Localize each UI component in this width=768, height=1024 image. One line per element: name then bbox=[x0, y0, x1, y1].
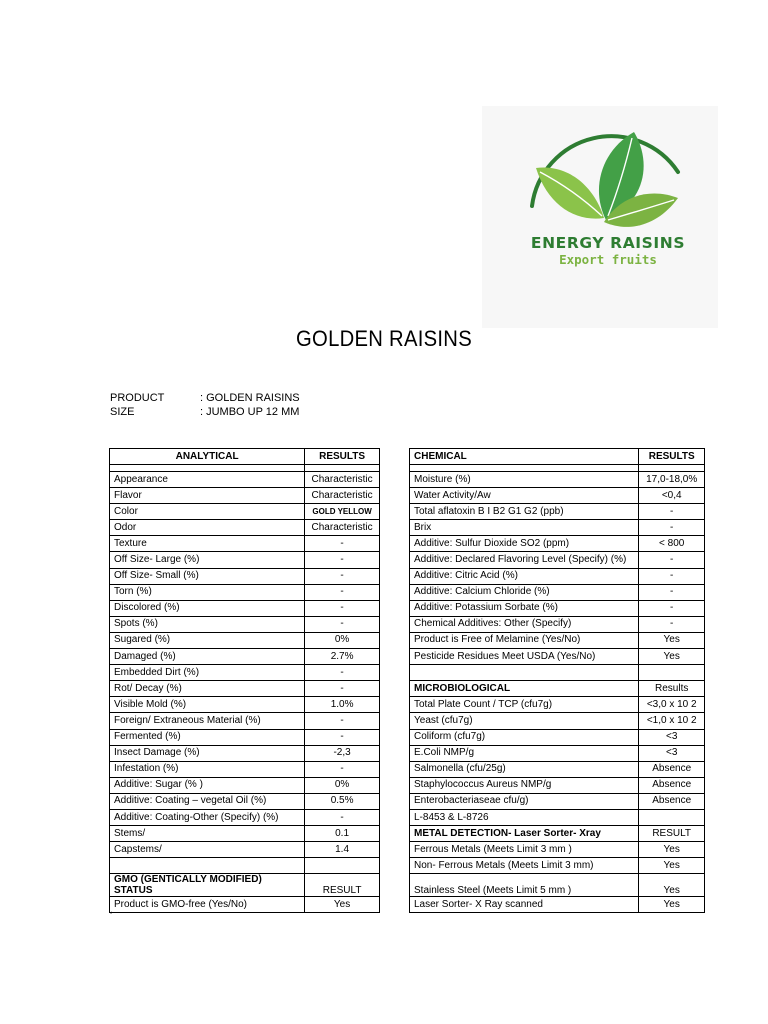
row-result: - bbox=[305, 600, 380, 616]
table-row bbox=[410, 600, 705, 616]
row-result: Yes bbox=[639, 649, 705, 665]
row-result: 0.5% bbox=[305, 793, 380, 809]
table-row bbox=[410, 897, 705, 913]
row-label: Sugared (%) bbox=[110, 632, 305, 648]
metal-header-row bbox=[410, 826, 705, 842]
table-row bbox=[410, 472, 705, 488]
row-label: Water Activity/Aw bbox=[410, 488, 639, 504]
row-label: Damaged (%) bbox=[110, 649, 305, 665]
logo bbox=[482, 106, 718, 328]
row-label: Additive: Calcium Chloride (%) bbox=[410, 584, 639, 600]
row-result: RESULTS bbox=[639, 449, 705, 465]
row-result: 0.1 bbox=[305, 826, 380, 842]
row-result: <1,0 x 10 2 bbox=[639, 713, 705, 729]
table-row bbox=[410, 793, 705, 809]
row-label bbox=[410, 665, 639, 681]
row-result: - bbox=[639, 600, 705, 616]
table-row bbox=[110, 729, 380, 745]
row-label: MICROBIOLOGICAL bbox=[410, 681, 639, 697]
table-row bbox=[110, 649, 380, 665]
row-label: Visible Mold (%) bbox=[110, 697, 305, 713]
table-row bbox=[110, 472, 380, 488]
row-result bbox=[639, 665, 705, 681]
table-row bbox=[410, 842, 705, 858]
row-label: Stems/ bbox=[110, 826, 305, 842]
row-label: Odor bbox=[110, 520, 305, 536]
table-row bbox=[410, 552, 705, 568]
row-label: Brix bbox=[410, 520, 639, 536]
table-row bbox=[110, 809, 380, 825]
row-label: METAL DETECTION- Laser Sorter- Xray bbox=[410, 826, 639, 842]
row-label: Total aflatoxin B I B2 G1 G2 (ppb) bbox=[410, 504, 639, 520]
gmo-header-line1: GMO (GENTICALLY MODIFIED) bbox=[114, 874, 262, 886]
row-label: Product is GMO-free (Yes/No) bbox=[110, 897, 305, 913]
row-label: Pesticide Residues Meet USDA (Yes/No) bbox=[410, 649, 639, 665]
row-result: Yes bbox=[639, 842, 705, 858]
row-label: Ferrous Metals (Meets Limit 3 mm ) bbox=[410, 842, 639, 858]
row-label: Enterobacteriaseae cfu/g) bbox=[410, 793, 639, 809]
row-result: 2.7% bbox=[305, 649, 380, 665]
row-label: Off Size- Small (%) bbox=[110, 568, 305, 584]
row-result: -2,3 bbox=[305, 745, 380, 761]
row-label: Discolored (%) bbox=[110, 600, 305, 616]
leaf-logo-icon bbox=[482, 106, 718, 328]
row-result: <3 bbox=[639, 745, 705, 761]
row-result: - bbox=[305, 729, 380, 745]
table-row bbox=[110, 697, 380, 713]
table-row bbox=[110, 632, 380, 648]
chemical-table bbox=[409, 448, 705, 913]
row-label: Spots (%) bbox=[110, 616, 305, 632]
row-result: RESULT bbox=[639, 826, 705, 842]
row-label: Coliform (cfu7g) bbox=[410, 729, 639, 745]
row-result: <3 bbox=[639, 729, 705, 745]
table-row bbox=[410, 745, 705, 761]
row-result: - bbox=[305, 584, 380, 600]
row-label: Foreign/ Extraneous Material (%) bbox=[110, 713, 305, 729]
table-header bbox=[110, 449, 380, 465]
row-result bbox=[305, 465, 380, 472]
table-row bbox=[410, 488, 705, 504]
row-label: Additive: Coating-Other (Specify) (%) bbox=[110, 809, 305, 825]
table-row bbox=[410, 858, 705, 874]
row-label: Additive: Sulfur Dioxide SO2 (ppm) bbox=[410, 536, 639, 552]
table-header bbox=[410, 449, 705, 465]
row-label: Torn (%) bbox=[110, 584, 305, 600]
row-result: - bbox=[305, 536, 380, 552]
row-label: Appearance bbox=[110, 472, 305, 488]
row-result: 17,0-18,0% bbox=[639, 472, 705, 488]
table-row bbox=[110, 842, 380, 858]
row-label: Color bbox=[110, 504, 305, 520]
row-result: RESULTS bbox=[305, 449, 380, 465]
row-result bbox=[305, 504, 380, 520]
row-label: E.Coli NMP/g bbox=[410, 745, 639, 761]
footnote: * bbox=[110, 912, 113, 918]
row-result bbox=[639, 465, 705, 472]
row-label: Total Plate Count / TCP (cfu7g) bbox=[410, 697, 639, 713]
row-result bbox=[639, 809, 705, 825]
row-label: Fermented (%) bbox=[110, 729, 305, 745]
row-result: - bbox=[639, 552, 705, 568]
row-result: < 800 bbox=[639, 536, 705, 552]
row-result: - bbox=[639, 520, 705, 536]
table-row bbox=[410, 777, 705, 793]
color-value: GOLD YELLOW bbox=[312, 506, 372, 516]
spacer-row bbox=[410, 465, 705, 472]
row-label: Non- Ferrous Metals (Meets Limit 3 mm) bbox=[410, 858, 639, 874]
row-result: 1.4 bbox=[305, 842, 380, 858]
row-result: - bbox=[639, 616, 705, 632]
table-row bbox=[410, 874, 705, 897]
size-info-row bbox=[110, 406, 299, 418]
row-result: 1.0% bbox=[305, 697, 380, 713]
table-row bbox=[110, 777, 380, 793]
row-label: Rot/ Decay (%) bbox=[110, 681, 305, 697]
row-result: Absence bbox=[639, 777, 705, 793]
page-title: GOLDEN RAISINS bbox=[296, 326, 472, 351]
table-row bbox=[110, 568, 380, 584]
row-result: Yes bbox=[639, 858, 705, 874]
table-row bbox=[410, 616, 705, 632]
table-row bbox=[410, 649, 705, 665]
table-row bbox=[110, 520, 380, 536]
row-result: Yes bbox=[305, 897, 380, 913]
row-label: Additive: Coating – vegetal Oil (%) bbox=[110, 793, 305, 809]
row-label: Yeast (cfu7g) bbox=[410, 713, 639, 729]
table-row bbox=[110, 536, 380, 552]
row-label: Moisture (%) bbox=[410, 472, 639, 488]
row-result: Yes bbox=[639, 632, 705, 648]
row-label: Capstems/ bbox=[110, 842, 305, 858]
table-row bbox=[110, 552, 380, 568]
table-row bbox=[110, 600, 380, 616]
table-row bbox=[410, 809, 705, 825]
table-row bbox=[410, 713, 705, 729]
table-row bbox=[110, 681, 380, 697]
brand-tagline: Export fruits bbox=[559, 252, 657, 267]
table-row bbox=[410, 632, 705, 648]
row-result: - bbox=[639, 568, 705, 584]
row-result: - bbox=[305, 761, 380, 777]
row-label: Infestation (%) bbox=[110, 761, 305, 777]
row-label: Texture bbox=[110, 536, 305, 552]
table-row bbox=[410, 761, 705, 777]
row-label bbox=[410, 465, 639, 472]
table-row bbox=[110, 793, 380, 809]
row-label: Flavor bbox=[110, 488, 305, 504]
row-label: Insect Damage (%) bbox=[110, 745, 305, 761]
row-label: Embedded Dirt (%) bbox=[110, 665, 305, 681]
row-result: <0,4 bbox=[639, 488, 705, 504]
row-result: Characteristic bbox=[305, 488, 380, 504]
row-result: - bbox=[305, 713, 380, 729]
table-row bbox=[410, 665, 705, 681]
table-row bbox=[410, 568, 705, 584]
size-value: : JUMBO UP 12 MM bbox=[200, 406, 300, 418]
row-result: Yes bbox=[639, 897, 705, 913]
row-label bbox=[110, 858, 305, 874]
table-row bbox=[110, 713, 380, 729]
row-result: - bbox=[639, 584, 705, 600]
row-result: - bbox=[305, 665, 380, 681]
row-label: Additive: Potassium Sorbate (%) bbox=[410, 600, 639, 616]
row-result: - bbox=[305, 809, 380, 825]
table-row bbox=[410, 729, 705, 745]
spacer-row bbox=[110, 465, 380, 472]
row-result: - bbox=[305, 616, 380, 632]
table-row bbox=[110, 665, 380, 681]
row-label: Chemical Additives: Other (Specify) bbox=[410, 616, 639, 632]
row-result: Absence bbox=[639, 761, 705, 777]
table-row bbox=[410, 697, 705, 713]
product-label: PRODUCT bbox=[110, 392, 165, 404]
micro-header-row bbox=[410, 681, 705, 697]
row-result: Absence bbox=[639, 793, 705, 809]
product-value: : GOLDEN RAISINS bbox=[200, 392, 300, 404]
size-label: SIZE bbox=[110, 406, 135, 418]
table-row bbox=[110, 745, 380, 761]
row-label: L-8453 & L-8726 bbox=[410, 809, 639, 825]
row-result: - bbox=[305, 568, 380, 584]
row-result bbox=[305, 858, 380, 874]
analytical-table bbox=[109, 448, 380, 913]
row-label: Stainless Steel (Meets Limit 5 mm ) bbox=[410, 874, 639, 897]
brand-name: ENERGY RAISINS bbox=[530, 234, 686, 252]
row-label: Additive: Declared Flavoring Level (Specify) (%) bbox=[410, 552, 639, 568]
row-label: CHEMICAL bbox=[410, 449, 639, 465]
table-row bbox=[410, 584, 705, 600]
row-label: Staphylococcus Aureus NMP/g bbox=[410, 777, 639, 793]
table-row bbox=[110, 858, 380, 874]
row-result: - bbox=[305, 681, 380, 697]
table-row bbox=[110, 488, 380, 504]
row-result: Yes bbox=[639, 874, 705, 897]
table-row bbox=[110, 504, 380, 520]
gmo-row bbox=[110, 897, 380, 913]
row-label: Laser Sorter- X Ray scanned bbox=[410, 897, 639, 913]
table-row bbox=[110, 761, 380, 777]
table-row bbox=[110, 826, 380, 842]
product-info-row bbox=[110, 392, 300, 404]
table-row bbox=[110, 584, 380, 600]
row-label: Additive: Sugar (% ) bbox=[110, 777, 305, 793]
row-label: ANALYTICAL bbox=[110, 449, 305, 465]
gmo-header-row bbox=[110, 874, 380, 897]
row-result: Characteristic bbox=[305, 520, 380, 536]
row-result: - bbox=[305, 552, 380, 568]
row-result: - bbox=[639, 504, 705, 520]
gmo-header-label bbox=[110, 874, 305, 897]
row-result: Results bbox=[639, 681, 705, 697]
table-row bbox=[410, 504, 705, 520]
row-label: Salmonella (cfu/25g) bbox=[410, 761, 639, 777]
gmo-header-line2: STATUS bbox=[114, 884, 153, 896]
row-result: Characteristic bbox=[305, 472, 380, 488]
gmo-header-result: RESULT bbox=[305, 874, 380, 897]
row-label: Product is Free of Melamine (Yes/No) bbox=[410, 632, 639, 648]
table-row bbox=[410, 520, 705, 536]
table-row bbox=[410, 536, 705, 552]
row-label: Additive: Citric Acid (%) bbox=[410, 568, 639, 584]
row-label: Off Size- Large (%) bbox=[110, 552, 305, 568]
row-result: 0% bbox=[305, 777, 380, 793]
table-row bbox=[110, 616, 380, 632]
row-result: 0% bbox=[305, 632, 380, 648]
row-label bbox=[110, 465, 305, 472]
row-result: <3,0 x 10 2 bbox=[639, 697, 705, 713]
